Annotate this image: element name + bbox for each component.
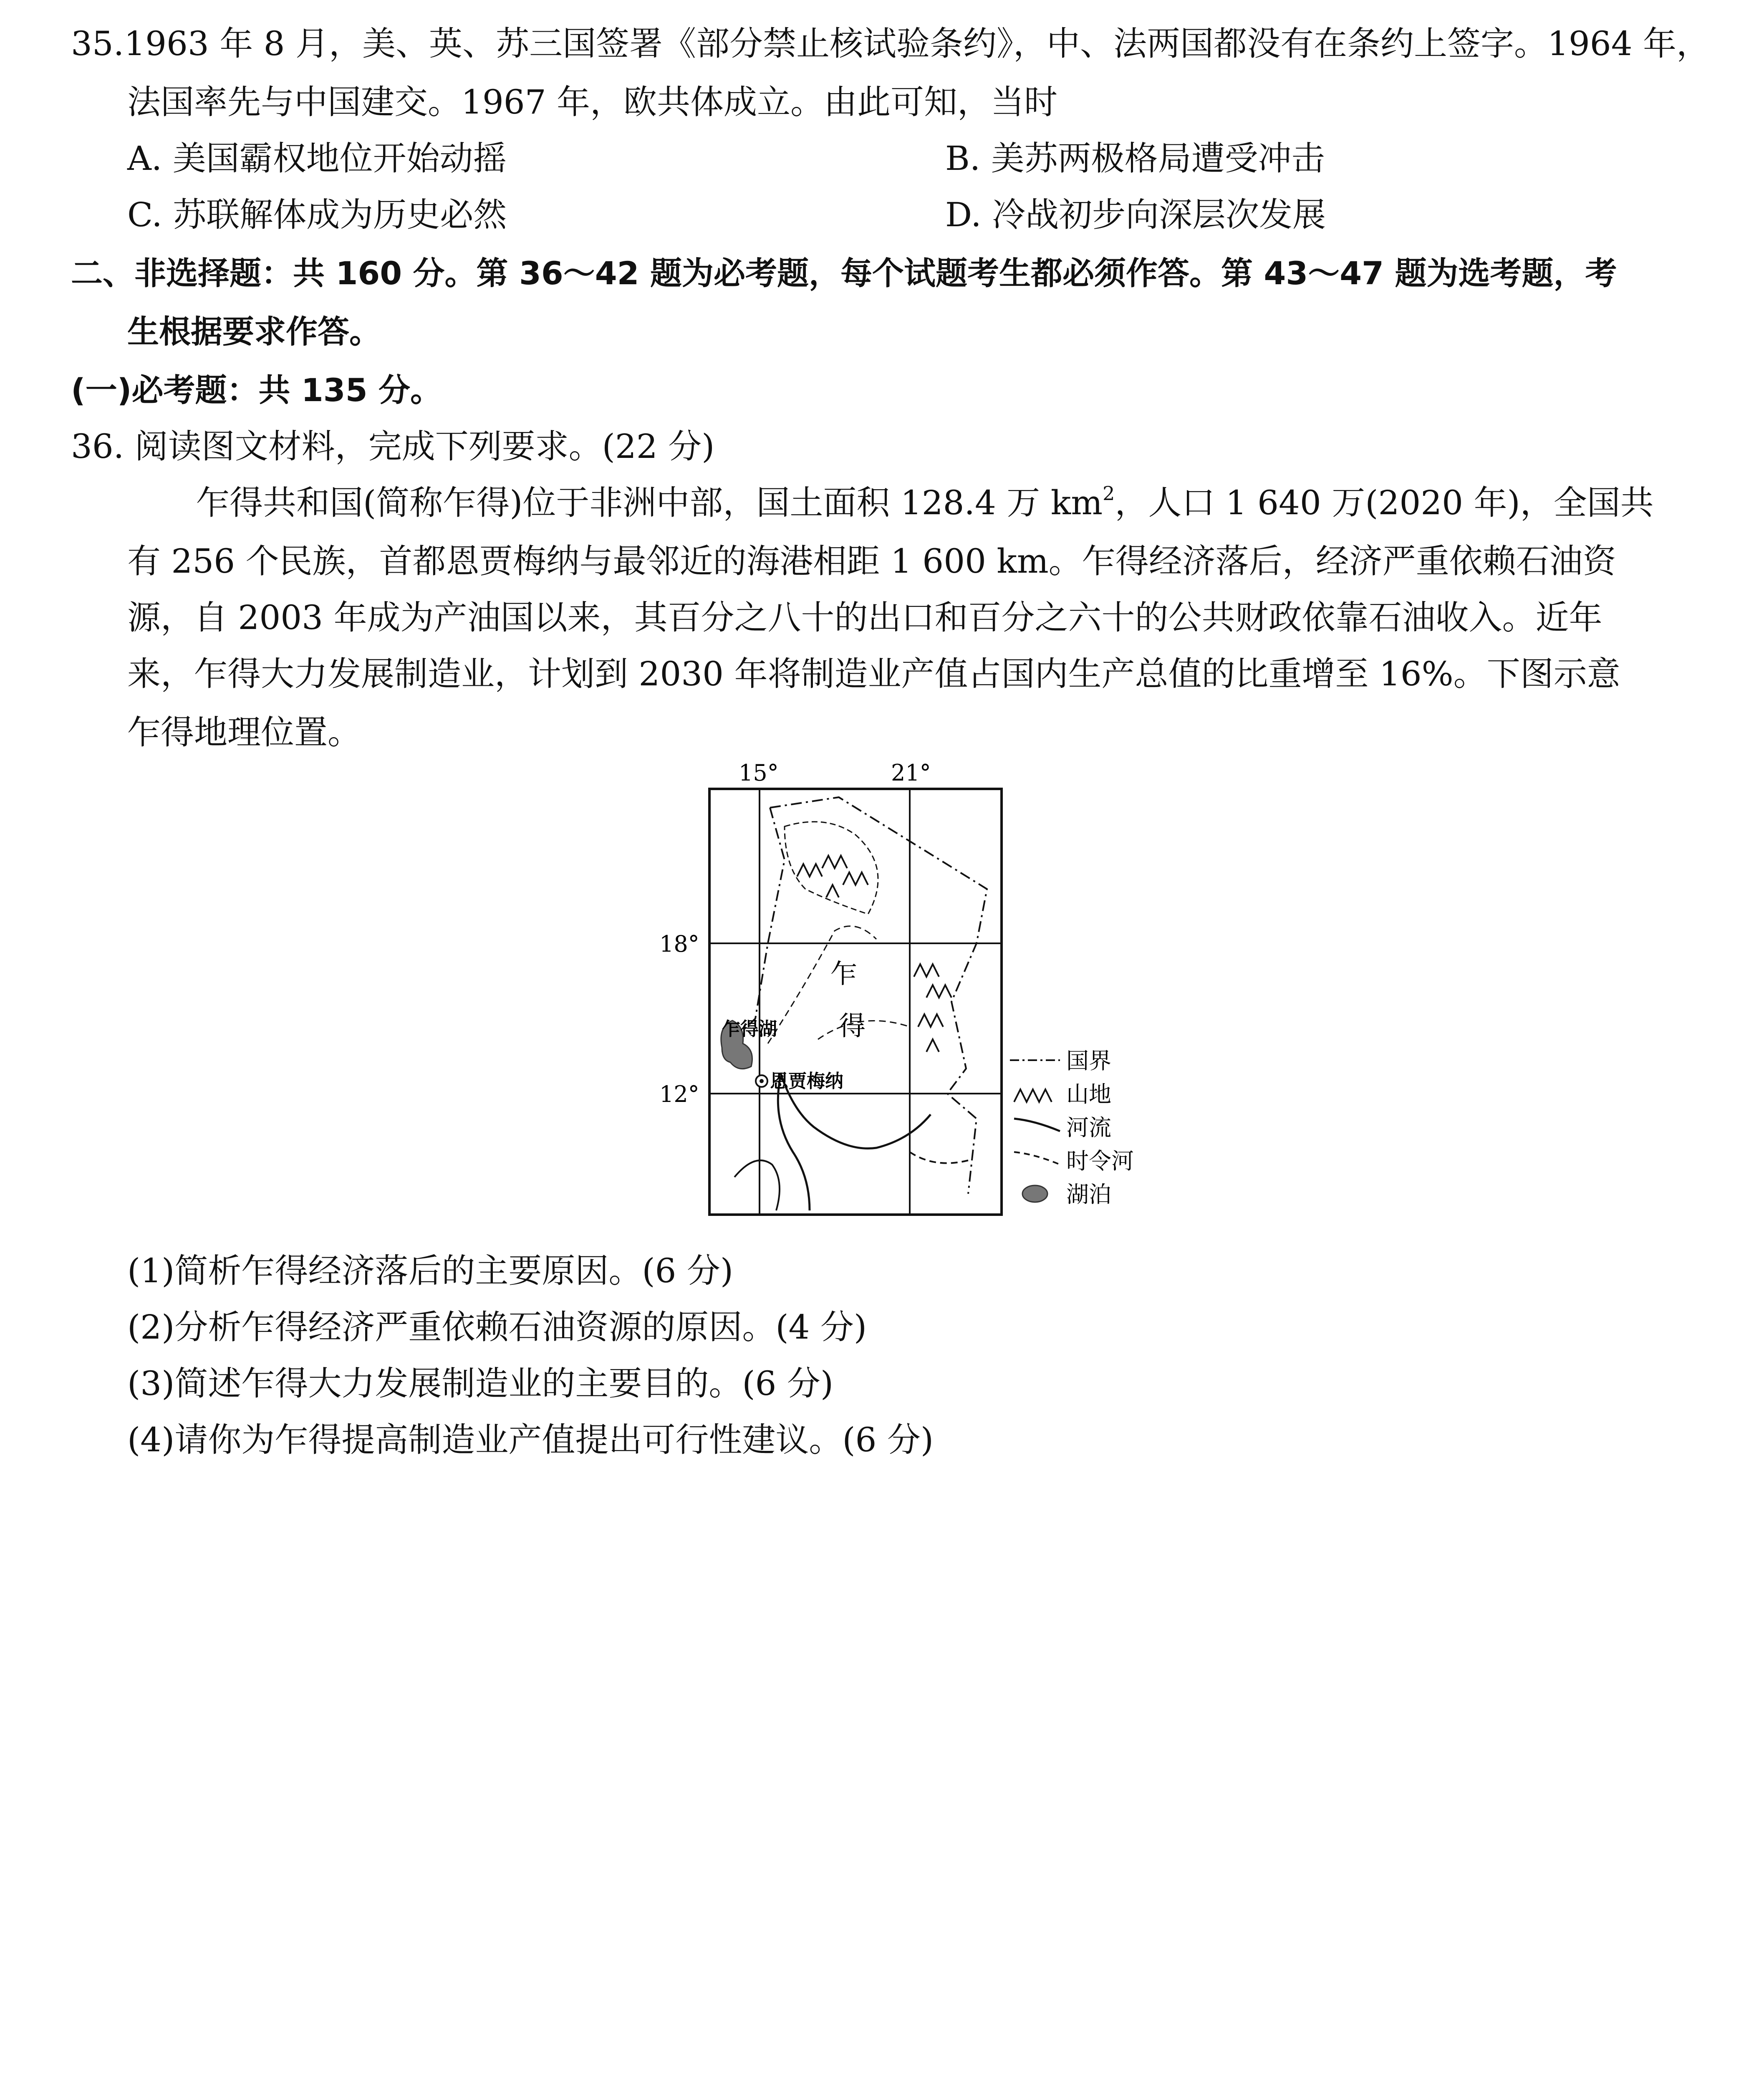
q36-para-line5: 乍得地理位置。 (127, 713, 361, 752)
map-river-logone (778, 1077, 810, 1210)
q36-para-line4: 来，乍得大力发展制造业，计划到 2030 年将制造业产值占国内生产总值的比重增至 16%。下图示意 (127, 654, 1620, 693)
map-lat-label-12: 12° (659, 1081, 699, 1107)
legend-mountain-symbol (1014, 1089, 1052, 1102)
q35-stem-line1 (71, 23, 1710, 65)
map-country-char-1: 乍 (830, 959, 857, 990)
section2-title-line1: 二、非选择题：共 160 分。第 36～42 题为必考题，每个试题考生都必须作答。第 43～47 题为选考题，考 (71, 255, 1617, 292)
map-river-branch (734, 1160, 780, 1210)
q35-number: 35. (71, 24, 124, 63)
q35-option-a: A. 美国霸权地位开始动摇 (127, 139, 507, 178)
section2-title-line2: 生根据要求作答。 (127, 313, 381, 350)
legend-mountain-label: 山地 (1066, 1081, 1111, 1107)
q36-heading: 36. 阅读图文材料，完成下列要求。(22 分) (71, 427, 715, 466)
section2-subtitle: (一)必考题：共 135 分。 (71, 371, 442, 409)
q36-para-line1 (196, 482, 1654, 524)
q35-stem-text-1: 1963 年 8 月，美、英、苏三国签署《部分禁止核试验条约》，中、法两国都没有在条约上签字。1964 年， (124, 24, 1710, 63)
legend-river-label: 河流 (1066, 1114, 1111, 1141)
q36-para-text-1a: 乍得共和国(简称乍得)位于非洲中部，国土面积 128.4 万 km (196, 483, 1103, 522)
q36-para-text-1b: ，人口 1 640 万(2020 年)，全国共 (1115, 483, 1654, 522)
q36-para-line2: 有 256 个民族，首都恩贾梅纳与最邻近的海港相距 1 600 km。乍得经济落后，经济严重依赖石油资 (127, 542, 1616, 581)
legend-border-label: 国界 (1066, 1048, 1111, 1074)
map-river-east (910, 1152, 968, 1163)
legend-lake-symbol (1022, 1185, 1047, 1202)
map-capital-dot (760, 1079, 764, 1083)
q35-option-b: B. 美苏两极格局遭受冲击 (945, 139, 1325, 178)
chad-location-map (659, 751, 1202, 1223)
map-lon-label-21: 21° (891, 760, 931, 786)
map-country-char-2: 得 (839, 1011, 866, 1042)
map-capital-label: 恩贾梅纳 (770, 1071, 843, 1092)
q35-option-c: C. 苏联解体成为历史必然 (127, 195, 507, 234)
map-frame (709, 789, 1002, 1215)
legend-seasonal-river-label: 时令河 (1066, 1148, 1134, 1174)
map-lat-label-18: 18° (659, 931, 699, 957)
map-legend (1010, 1048, 1134, 1208)
legend-lake-label: 湖泊 (1066, 1181, 1111, 1208)
map-lon-label-15: 15° (739, 760, 779, 786)
q36-question-1: (1)简析乍得经济落后的主要原因。(6 分) (127, 1251, 734, 1290)
map-mountain-symbols-north (797, 856, 868, 897)
legend-river-symbol (1014, 1119, 1060, 1131)
q36-para-superscript: 2 (1103, 482, 1115, 505)
legend-seasonal-river-symbol (1014, 1152, 1060, 1165)
q35-stem-line2: 法国率先与中国建交。1967 年，欧共体成立。由此可知，当时 (127, 83, 1058, 121)
map-national-border (722, 797, 987, 1194)
q35-option-d: D. 冷战初步向深层次发展 (945, 195, 1326, 234)
map-mountain-outline-north (785, 822, 878, 914)
map-mountain-symbols-east (914, 964, 951, 1052)
map-lake-label: 乍得湖 (722, 1018, 777, 1040)
q36-question-2: (2)分析乍得经济严重依赖石油资源的原因。(4 分) (127, 1308, 867, 1347)
q36-para-line3: 源，自 2003 年成为产油国以来，其百分之八十的出口和百分之六十的公共财政依靠石油收入。近年 (127, 598, 1602, 637)
q36-question-4: (4)请你为乍得提高制造业产值提出可行性建议。(6 分) (127, 1420, 934, 1459)
q36-question-3: (3)简述乍得大力发展制造业的主要目的。(6 分) (127, 1364, 834, 1403)
